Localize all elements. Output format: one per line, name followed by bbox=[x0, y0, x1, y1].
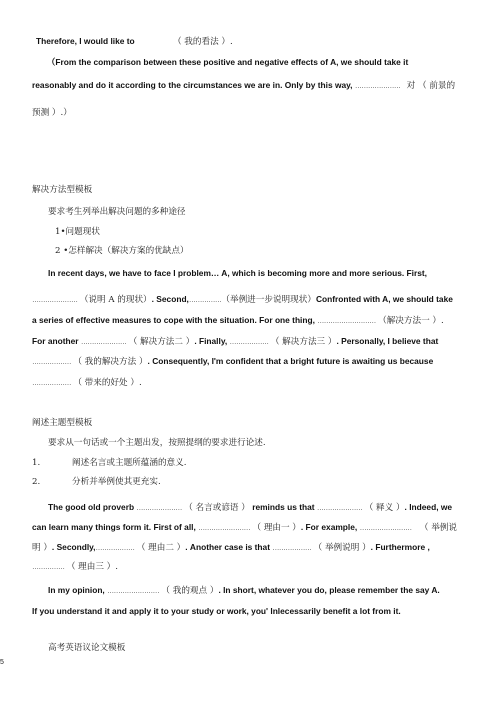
solution-line-4 bbox=[32, 336, 438, 348]
theme-p1-text-3: . Indeed, we bbox=[404, 502, 453, 512]
theme-p3-cn-2: （ 理由二 ） bbox=[136, 543, 186, 553]
theme-p5-text-1: In my opinion, bbox=[48, 585, 105, 595]
theme-line-6: If you understand it and apply it to your study or work, you' lnlecessarily benefit a lot from it. bbox=[32, 606, 401, 616]
solution-line-3 bbox=[32, 315, 444, 327]
solution-s5-blank: ……………… bbox=[32, 359, 71, 366]
theme-p2-blank-1: …………………… bbox=[198, 525, 251, 532]
solution-s3-blank: ……………………… bbox=[317, 318, 376, 325]
solution-s6-cn: （ 带来的好处 ）. bbox=[73, 378, 142, 388]
theme-line-1 bbox=[48, 502, 452, 514]
intro-l1-cn: （ 我的看法 ）. bbox=[172, 37, 233, 47]
theme-p5-blank: …………………… bbox=[107, 588, 160, 595]
theme-requirement: 要求从一句话或一个主题出发，按照提纲的要求进行论述. bbox=[48, 438, 266, 448]
theme-p5-text-2: . In short, whatever you do, please remember the say bbox=[218, 585, 430, 595]
theme-p3-text-3: . Furthermore , bbox=[370, 542, 430, 552]
intro-line-3 bbox=[32, 80, 455, 92]
intro-l3-text: reasonably and do it according to the circumstances we are in. Only by this way, bbox=[32, 80, 353, 90]
page-number: 5 bbox=[0, 659, 4, 666]
intro-line-2: （From the comparison between these positive and negative effects of A, we should take it bbox=[47, 57, 409, 67]
theme-p3-text-1: . Secondly, bbox=[51, 542, 96, 552]
theme-line-5 bbox=[48, 585, 440, 597]
intro-line-1 bbox=[36, 36, 233, 48]
theme-p1-cn-2: （ 释义 ） bbox=[364, 503, 405, 513]
solution-sentence-1: In recent days, we have to face I problem… A, which is becoming more and more serious. First, bbox=[48, 268, 427, 278]
solution-s4-text-2: . Finally, bbox=[194, 336, 228, 346]
theme-title: 阐述主题型模板 bbox=[32, 418, 93, 428]
solution-requirement: 要求考生列举出解决问题的多种途径 bbox=[48, 207, 186, 217]
solution-s2-text-1: . Second, bbox=[151, 294, 189, 304]
solution-s2-blank-2: …………… bbox=[188, 297, 222, 304]
solution-s4-text-3: . Personally, I believe that bbox=[336, 336, 439, 346]
solution-line-5 bbox=[32, 356, 433, 368]
solution-title: 解决方法型模板 bbox=[32, 185, 93, 195]
solution-s3-cn: （解决方法一 ）. bbox=[378, 316, 444, 326]
theme-line-3 bbox=[32, 542, 430, 554]
theme-p2-cn-2: （ 举例说 bbox=[419, 523, 457, 533]
theme-line-4 bbox=[32, 561, 118, 573]
intro-l1-text: Therefore, I would like to bbox=[36, 36, 135, 46]
theme-p2-blank-2: …………………… bbox=[359, 525, 412, 532]
theme-line-2 bbox=[32, 522, 457, 534]
theme-p2-text-1: can learn many things form it. First of all, bbox=[32, 522, 196, 532]
solution-s2-cn-2: （举例进一步说明现状） bbox=[221, 295, 316, 305]
theme-p3-cn-3: （ 举例说明 ） bbox=[313, 543, 371, 553]
theme-p1-blank-2: ………………… bbox=[316, 505, 363, 512]
intro-l3-cn: 对 （ 前景的 bbox=[406, 81, 456, 91]
theme-point-2: 分析并举例使其更充实. bbox=[72, 477, 161, 487]
solution-s4-blank-2: ……………… bbox=[229, 339, 269, 346]
solution-s6-blank: ……………… bbox=[32, 380, 71, 387]
theme-p4-cn: （ 理由三 ）. bbox=[66, 562, 118, 572]
theme-p3-cn-1: 明 ） bbox=[32, 543, 52, 553]
solution-s2-cn-1: （说明 A 的现状） bbox=[79, 295, 152, 305]
theme-p3-blank-2: ……………… bbox=[272, 545, 312, 552]
theme-p2-text-2: . For example, bbox=[300, 522, 358, 532]
theme-p5-text-3: A. bbox=[431, 585, 440, 595]
solution-s4-cn-2: （ 解决方法三 ） bbox=[270, 337, 337, 347]
theme-p1-cn-1: （ 名言或谚语 ） bbox=[184, 503, 250, 513]
theme-p3-text-2: . Another case is that bbox=[185, 542, 270, 552]
theme-p1-text-2: reminds us that bbox=[252, 502, 315, 512]
solution-s4-blank-1: ………………… bbox=[80, 339, 127, 346]
solution-line-2 bbox=[32, 294, 453, 306]
solution-item-1: 1•问题现状 bbox=[55, 227, 100, 237]
theme-p4-blank: …………… bbox=[32, 564, 65, 571]
solution-line-6 bbox=[32, 377, 142, 389]
theme-p5-cn: （ 我的观点 ） bbox=[161, 586, 219, 596]
theme-p1-blank-1: ………………… bbox=[136, 505, 182, 512]
theme-p3-blank-1: ……………… bbox=[95, 545, 135, 552]
next-section-title: 高考英语议论文模板 bbox=[48, 643, 126, 653]
theme-point-1: 阐述名言或主题所蕴涵的意义. bbox=[72, 458, 187, 468]
solution-s2-text-2: Confronted with A, we should take bbox=[315, 294, 453, 304]
solution-s5-text: . Consequently, I'm confident that a bright future is awaiting us because bbox=[147, 356, 434, 366]
intro-line-4: 预测 ）.） bbox=[32, 108, 72, 118]
solution-item-2: 2 •怎样解决（解决方案的优缺点） bbox=[55, 246, 189, 256]
solution-s4-cn-1: （ 解决方法二 ） bbox=[128, 337, 195, 347]
solution-s4-text-1: For another bbox=[32, 336, 79, 346]
intro-l3-blank: ………………… bbox=[354, 83, 401, 90]
solution-s5-cn: （ 我的解决方法 ） bbox=[73, 357, 148, 367]
theme-p1-text-1: The good old proverb bbox=[48, 502, 135, 512]
solution-s3-text: a series of effective measures to cope with the situation. For one thing, bbox=[32, 315, 315, 325]
theme-number-1: 1. bbox=[32, 458, 41, 468]
solution-s2-blank-1: ………………… bbox=[32, 297, 78, 304]
theme-number-2: 2. bbox=[32, 477, 41, 487]
theme-p2-cn-1: （ 理由一 ） bbox=[252, 523, 301, 533]
